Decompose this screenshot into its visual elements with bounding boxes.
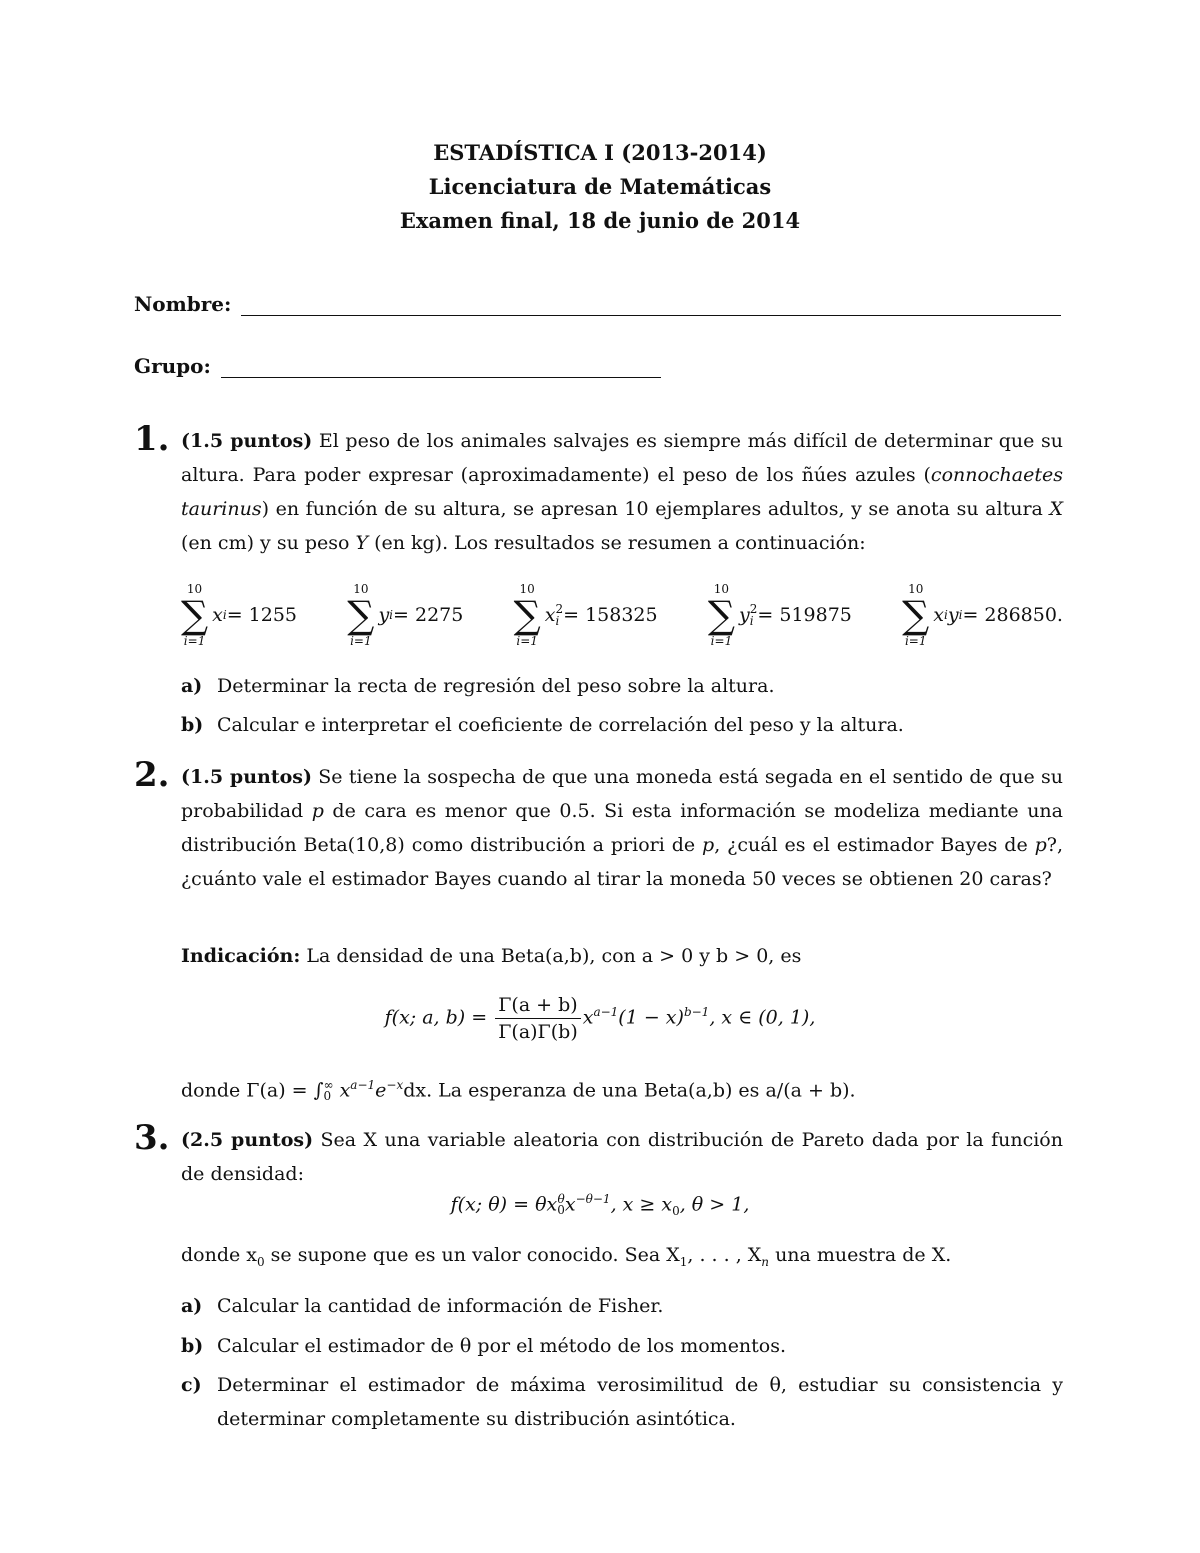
sum-sup: 2 bbox=[749, 602, 758, 616]
group-line[interactable] bbox=[221, 376, 661, 378]
name-field[interactable] bbox=[134, 292, 1061, 316]
sum-term: y bbox=[378, 604, 390, 626]
q3-text-1: Sea X una variable aleatoria con distribución de Pareto dada por la función de densidad: bbox=[181, 1129, 1063, 1185]
sample-sub: 1 bbox=[679, 1254, 688, 1269]
sum-upper: 10 bbox=[713, 582, 730, 596]
sum-upper: 10 bbox=[908, 582, 924, 596]
q3-sample-def bbox=[181, 1238, 1063, 1279]
q2-var-p: p bbox=[702, 834, 715, 856]
sum-lower: i=1 bbox=[710, 634, 733, 648]
integral-lower: 0 bbox=[323, 1089, 332, 1104]
item-label: b) bbox=[181, 714, 204, 736]
formula-x: x bbox=[582, 1006, 594, 1029]
question-3-text bbox=[181, 1123, 1063, 1191]
question-2-number: 2. bbox=[134, 755, 170, 795]
sample-text: se supone que es un valor conocido. Sea X bbox=[264, 1244, 680, 1266]
q1-item-a bbox=[181, 669, 1063, 703]
group-field[interactable] bbox=[134, 354, 661, 378]
q3-points: (2.5 puntos) bbox=[181, 1129, 314, 1151]
formula-sup: θ bbox=[557, 1192, 565, 1207]
formula-sub: 0 bbox=[672, 1204, 680, 1219]
integral-upper: ∞ bbox=[323, 1078, 334, 1093]
pareto-density-formula bbox=[0, 1192, 1200, 1218]
item-text: Calcular e interpretar el coeficiente de correlación del peso y la altura. bbox=[217, 714, 904, 736]
sum-lower: i=1 bbox=[516, 634, 538, 648]
exam-title: ESTADÍSTICA I (2013-2014) bbox=[433, 140, 767, 165]
sum-sub-extra: i bbox=[958, 608, 963, 622]
q1-points: (1.5 puntos) bbox=[181, 430, 313, 452]
q3-item-c bbox=[181, 1368, 1063, 1436]
q2-var-p: p bbox=[311, 800, 324, 822]
sum-sub: i bbox=[555, 614, 560, 628]
formula-numerator: Γ(a + b) bbox=[495, 992, 581, 1019]
q2-var-p: p bbox=[1034, 834, 1047, 856]
group-label: Grupo: bbox=[134, 354, 211, 378]
formula-part: , θ > 1, bbox=[679, 1193, 750, 1216]
q2-text-2: de cara es menor que 0.5. Si esta información se modeliza mediante una distribución Beta(10,8) como distribución a priori de bbox=[181, 800, 1063, 856]
gamma-text-2: x bbox=[333, 1079, 351, 1102]
sum-term: x bbox=[212, 604, 223, 626]
sum-upper: 10 bbox=[186, 582, 203, 596]
q1-species: connochaetes taurinus bbox=[181, 464, 1063, 520]
formula-lhs: f(x; a, b) = bbox=[384, 1006, 488, 1029]
summation-row bbox=[181, 575, 1063, 655]
formula-part: f(x; θ) = θx bbox=[450, 1193, 558, 1216]
q3-item-b bbox=[181, 1329, 1063, 1363]
q2-text-4: ?, ¿cuánto vale el estimador Bayes cuando al tirar la moneda 50 veces se obtienen 20 caras? bbox=[181, 834, 1064, 890]
formula-mid: (1 − x) bbox=[618, 1006, 684, 1029]
sum-lower: i=1 bbox=[183, 634, 206, 648]
sample-text: una muestra de X. bbox=[769, 1244, 952, 1266]
item-label: a) bbox=[181, 675, 203, 697]
question-1-text bbox=[181, 424, 1063, 560]
sum-term: x bbox=[933, 604, 945, 626]
sum-sup: 2 bbox=[555, 602, 564, 616]
sum-value: = 519875 bbox=[757, 604, 852, 626]
item-text: Calcular el estimador de θ por el método de los momentos. bbox=[217, 1335, 787, 1357]
q1-var-x: X bbox=[1049, 498, 1063, 520]
formula-domain: , x ∈ (0, 1), bbox=[709, 1006, 816, 1029]
q2-hint bbox=[181, 939, 1063, 973]
formula-part: x bbox=[564, 1193, 576, 1216]
sum-lower: i=1 bbox=[904, 634, 927, 648]
name-line[interactable] bbox=[241, 314, 1061, 316]
sum-lower: i=1 bbox=[350, 634, 372, 648]
sample-sub: n bbox=[761, 1254, 770, 1269]
sum-term: y bbox=[739, 604, 750, 626]
formula-part: , x ≥ x bbox=[610, 1193, 673, 1216]
sum-x-squared: 10 ∑ i=1 x 2 i = 158325 bbox=[513, 582, 658, 648]
q1-text-3: (en cm) y su peso bbox=[181, 532, 356, 554]
q3-item-a bbox=[181, 1289, 1063, 1323]
gamma-exp-2: −x bbox=[386, 1078, 404, 1092]
question-3-number: 3. bbox=[134, 1118, 170, 1158]
sum-term-extra: y bbox=[947, 604, 959, 626]
sum-xy: 10 ∑ i=1 x i y i = 286850. bbox=[902, 582, 1063, 648]
sum-sub: i bbox=[222, 608, 227, 622]
sum-value: = 286850. bbox=[962, 604, 1063, 626]
question-1-number: 1. bbox=[134, 419, 170, 459]
question-2-text bbox=[181, 760, 1063, 896]
q2-gamma-def bbox=[181, 1068, 1063, 1107]
sum-sub: i bbox=[749, 614, 754, 628]
hint-label: Indicación: bbox=[181, 945, 301, 967]
q1-text-4: (en kg). Los resultados se resumen a continuación: bbox=[368, 532, 866, 554]
q2-text-3: , ¿cuál es el estimador Bayes de bbox=[714, 834, 1035, 856]
q2-text-1: Se tiene la sospecha de que una moneda está segada en el sentido de que su probabilidad bbox=[181, 766, 1063, 822]
hint-text: La densidad de una Beta(a,b), con a > 0 y b > 0, es bbox=[300, 945, 802, 967]
item-text: Determinar la recta de regresión del peso sobre la altura. bbox=[217, 675, 775, 697]
sum-value: = 158325 bbox=[563, 604, 658, 626]
q1-text-2: ) en función de su altura, se apresan 10 ejemplares adultos, y se anota su altura bbox=[261, 498, 1050, 520]
gamma-text-1: donde Γ(a) = ∫ bbox=[181, 1079, 324, 1102]
sum-y-squared: 10 ∑ i=1 y 2 i = 519875 bbox=[707, 582, 852, 648]
sample-text: , . . . , X bbox=[687, 1244, 762, 1266]
q1-text-1: El peso de los animales salvajes es siempre más difícil de determinar que su altura. Para poder expresar (aproximadamente) el peso de los ñúes azules ( bbox=[181, 430, 1063, 486]
gamma-text-3: e bbox=[375, 1079, 387, 1102]
item-text: Determinar el estimador de máxima verosimilitud de θ, estudiar su consistencia y determinar completamente su distribución asintótica. bbox=[217, 1374, 1063, 1430]
formula-exp: b−1 bbox=[683, 1005, 710, 1020]
sum-x: 10 ∑ i=1 x i = 1255 bbox=[181, 582, 298, 648]
sum-upper: 10 bbox=[353, 582, 369, 596]
sum-sub: i bbox=[389, 608, 394, 622]
formula-denominator: Γ(a)Γ(b) bbox=[498, 1021, 578, 1043]
item-label: a) bbox=[181, 1295, 203, 1317]
sample-sub: 0 bbox=[257, 1254, 265, 1269]
sum-term: x bbox=[544, 604, 556, 626]
gamma-text-4: dx. La esperanza de una Beta(a,b) es a/(a + b). bbox=[403, 1079, 856, 1102]
gamma-exp-1: a−1 bbox=[350, 1078, 376, 1092]
formula-sub: 0 bbox=[557, 1203, 565, 1218]
item-text: Calcular la cantidad de información de Fisher. bbox=[217, 1295, 664, 1317]
name-label: Nombre: bbox=[134, 292, 232, 316]
sum-y: 10 ∑ i=1 y i = 2275 bbox=[347, 582, 464, 648]
item-label: b) bbox=[181, 1335, 204, 1357]
degree-title: Licenciatura de Matemáticas bbox=[428, 174, 772, 199]
sum-value: = 1255 bbox=[226, 604, 298, 626]
q2-points: (1.5 puntos) bbox=[181, 766, 312, 788]
beta-density-formula bbox=[0, 992, 1200, 1045]
formula-exp: −θ−1 bbox=[575, 1192, 611, 1206]
exam-date: Examen final, 18 de junio de 2014 bbox=[399, 208, 801, 233]
item-label: c) bbox=[181, 1374, 202, 1396]
sum-sub: i bbox=[944, 608, 948, 622]
sample-text: donde x bbox=[181, 1244, 257, 1266]
q1-var-y: Y bbox=[355, 532, 369, 554]
q1-item-b bbox=[181, 708, 1063, 742]
formula-exp: a−1 bbox=[593, 1005, 619, 1020]
sum-value: = 2275 bbox=[393, 604, 464, 626]
sum-upper: 10 bbox=[519, 582, 535, 596]
